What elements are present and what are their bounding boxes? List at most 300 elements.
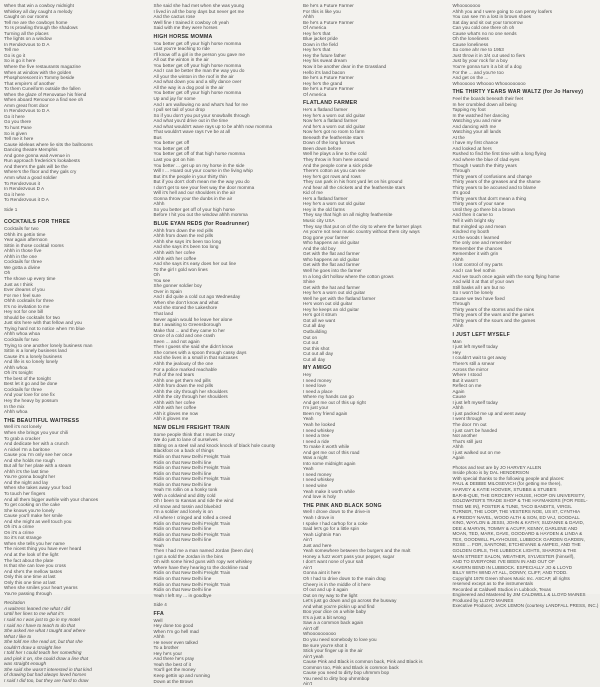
lyric-line: Down at the Brown: [153, 678, 194, 684]
lyric-line: You'll get the money: [153, 667, 196, 673]
lyric-line: Again: [452, 388, 465, 394]
lyrics-column-4: [452, 3, 599, 609]
credit-line: GOLDWATER'S TRADE SHOP & THE HAYMAKERS (FOR FEEL-: [452, 498, 588, 504]
lyric-line: And there he's pray: [153, 656, 195, 662]
lyric-line: Cause Pink and Black is common back, Pink and Black is: [303, 659, 423, 665]
lyric-line: Cause what's no no one sends: [452, 30, 517, 36]
lyric-line: Been down before: [303, 145, 342, 151]
lyric-line: Ahhh the jealousy of the one: [153, 360, 214, 366]
lyric-line: Ohhh cocktails for three: [4, 298, 54, 304]
lyric-block: [154, 432, 298, 598]
lyric-line: Well he plays a line to the cold: [303, 151, 367, 157]
lyric-line: Hey he's that: [303, 47, 331, 53]
lyric-line: I need whiskey: [303, 477, 335, 483]
lyric-line: Cause isleleas where lie sits the ballrooms: [4, 141, 93, 147]
lyric-line: Ahhh: [153, 634, 165, 640]
lyric-line: He never even talked: [153, 639, 198, 645]
lyric-line: A nickel I'm a baritone: [4, 446, 50, 452]
lyric-line: I went through: [452, 416, 483, 422]
credit-line: PAUL & DEBBIE MILOSEVICH (for getting me there),: [452, 481, 562, 487]
lyric-line: I said no I was just to go in my motel: [4, 617, 80, 623]
lyric-line: Oh the loneliness: [452, 36, 489, 42]
lyric-line: But I awaiting to Greensborough: [153, 322, 221, 328]
lyric-line: Thirty years of the wars and the games: [452, 312, 534, 318]
lyric-line: Ahhh from down the red pills: [153, 233, 214, 239]
lyric-line: Trying to one another lonely business man: [4, 342, 93, 348]
lyric-line: Ridin on that New Delhi line: [153, 459, 212, 465]
lyric-line: Of America: [303, 25, 327, 31]
lyric-line: Hey not for one bill: [4, 309, 44, 315]
lyric-line: Recitation: [4, 600, 25, 606]
credit-line: Recorded at Caldwell Studios in Lubbock, Texas: [452, 586, 552, 592]
lyric-line: Last you got on him: [153, 157, 195, 163]
lyric-line: Should be cocktails for two: [4, 314, 60, 320]
lyric-line: That empire's of another: [4, 80, 55, 86]
lyric-line: Hey the future father: [303, 52, 346, 58]
lyric-line: Ridin on that New Delhi Freight Train: [153, 581, 231, 587]
lyric-line: And what down you and a silly dance over: [153, 79, 242, 85]
lyric-line: Trying hard not to notice when I'm blue: [4, 325, 85, 331]
lyric-line: Well he goes into the farmer: [303, 267, 362, 273]
lyric-line: And the people come a sick pride: [303, 162, 373, 168]
lyric-line: Got all we want: [303, 317, 336, 323]
lyric-block: [303, 107, 447, 362]
lyric-line: Ain't: [303, 681, 313, 687]
lyric-line: Hey his sweat dream: [303, 58, 347, 64]
lyric-line: Watching you and mine: [452, 118, 502, 124]
credit-line: Executive Producer, JACK LEMON (courtesy LANDFALL PRESS, INC.): [452, 603, 599, 609]
credit-line: Photos and text are by JO HARVEY ALLEN: [452, 464, 542, 470]
lyric-line: To a brother: [153, 645, 179, 651]
song-title: HIGH HORSE MOMMA: [153, 33, 213, 40]
lyric-line: Yeah he looked: [303, 421, 336, 427]
lyric-line: When that win a cowboy midnight: [4, 3, 74, 8]
lyric-line: The fact about the plate: [4, 557, 54, 563]
credit-line: & FREDDY NAVEL, WOOD ALTH & SON, ED VAJ, GOODALL: [452, 514, 580, 520]
lyric-line: To the girl I gold won lines: [153, 266, 208, 272]
lyric-line: Boo your dice on a white baby: [303, 609, 366, 615]
lyric-line: Thirty years of the sours and the games: [452, 317, 536, 323]
lyric-line: That land: [153, 311, 174, 317]
lyric-line: Where the five restaurants magazine: [4, 64, 81, 70]
lyric-line: I got a sold the Jordan in the bins: [153, 553, 223, 559]
lyric-line: So is go it here: [4, 58, 36, 64]
lyric-line: She said she wasn't interested in that kind: [4, 666, 92, 672]
credit-line: TURNER, THE LOOP, THE VESTERS NOE, US 87, CYNTHIA: [452, 509, 581, 515]
lyric-line: You better get off: [153, 140, 190, 146]
lyric-line: Amm what a good soldier: [4, 174, 57, 180]
lyric-line: Hey he's a worn out old guitar: [303, 112, 366, 118]
lyric-line: Thirty years that don't mean a thing: [452, 195, 527, 201]
lyric-line: Music city USA: [303, 218, 335, 224]
lyric-line: Ahhh from down the red pills: [153, 227, 214, 233]
credit-line: AND TO EVERYONE I'VE BEEN IN AND OUT OF: [452, 559, 555, 565]
lyric-line: Out on: [303, 334, 318, 340]
lyric-line: And what wouldn't wave rays up to be ahhh now momma: [153, 123, 273, 129]
lyric-line: Gonna throw your the dunbs in the air: [153, 195, 233, 201]
lyric-line: Through: [452, 301, 470, 307]
credit-line: MOAN, TED, MARK, DAVE, GOODARD & HAYDEN & LINDA &: [452, 531, 583, 537]
lyric-line: And gone gonna wait Avenue in: [4, 152, 70, 158]
lyric-line: Cocktails for three: [4, 386, 42, 392]
lyric-line: Cut all day: [303, 356, 326, 362]
lyric-line: You better get off your high horse momma: [153, 90, 242, 96]
lyric-line: And what you'd drive out in the time: [153, 118, 228, 124]
lyric-line: And then it came to: [452, 212, 494, 218]
song-title: MY AMIGO: [303, 365, 332, 372]
lyric-line: Down of the long furrows: [303, 140, 356, 146]
lyric-block: [4, 226, 148, 415]
lyric-line: Yeah I'm rollin on a honky tonk: [153, 487, 218, 493]
lyric-line: Yeah Lightnin Fan: [303, 531, 341, 537]
lyric-line: Be he's a Future Farmer: [303, 75, 354, 81]
lyric-line: Just and here: [303, 542, 332, 548]
lyric-line: Ain't: [303, 564, 313, 570]
lyric-line: And wild it at that of your own: [452, 279, 515, 285]
lyric-line: Said with me they were horses: [153, 25, 218, 31]
lyric-line: Oh: [4, 270, 11, 276]
lyric-line: Ridin on that New Delhi Freight Train: [153, 465, 231, 471]
lyric-line: Oh it's a crime: [4, 524, 34, 530]
lyric-line: Ridin on that New Delhi Freight Train: [153, 531, 231, 537]
lyric-line: They say that put on of the city to where the farmer plays: [303, 223, 422, 229]
lyric-line: I said I did too, but they are hard to draw: [4, 678, 89, 684]
lyric-line: Hey he's the grand: [303, 80, 343, 86]
song-title: FFA: [153, 610, 165, 617]
lyric-line: The best of the tonight: [4, 375, 51, 381]
lyric-line: I don't get to see your feet way the door momma: [153, 184, 255, 190]
lyric-line: To Rendezvous it: [4, 180, 41, 186]
lyric-line: Kid of me: [303, 190, 323, 196]
lyric-line: It's no invitation to me: [4, 303, 50, 309]
lyric-line: Where I stood: [452, 372, 482, 378]
lyric-line: And the old boy: [303, 245, 336, 251]
lyric-line: When aboard Renounce a find see oh: [4, 97, 84, 103]
lyric-line: Honey a fuzz won't pass your pepper, sugar: [303, 553, 395, 559]
lyric-line: But all for her plate with a steam: [4, 463, 72, 469]
lyric-line: Go it here: [4, 113, 25, 119]
lyric-line: Cocktails for two: [4, 226, 39, 232]
lyric-line: Blue jacket pride: [303, 36, 338, 42]
lyric-line: On it's a crime: [4, 529, 34, 535]
lyric-line: At the woods I learned: [452, 234, 500, 240]
lyrics-column-3: [303, 3, 447, 687]
lyric-line: The shove up every time: [4, 275, 56, 281]
lyric-line: Yeah I left my ... in goodbye: [153, 592, 212, 598]
lyric-line: But mingled up and mean: [452, 223, 507, 229]
lyric-line: You're gonna bought her: [4, 474, 56, 480]
lyric-line: I need money: [303, 471, 332, 477]
lyric-line: When the glaze of Renovatue his friend: [4, 91, 87, 97]
lyric-line: In the mix: [4, 403, 25, 409]
lyric-line: Until they go there bit a brown: [452, 206, 516, 212]
lyric-line: Be he's a Future Farmer: [303, 19, 354, 25]
lyric-line: Ever dreams of you: [4, 287, 45, 293]
credit-line: Produced by LLOYD MAINES: [452, 597, 514, 603]
lyric-line: For a police marked reachable: [153, 366, 217, 372]
lyric-line: For me I feel sure: [4, 292, 41, 298]
lyric-line: Turning all the places: [4, 30, 49, 36]
lyric-line: Well it's not lonely: [4, 424, 42, 430]
lyric-line: And she says it's been too long: [153, 244, 219, 250]
credit-line: With special thanks to the following people and places:: [452, 475, 565, 481]
credit-line: KAVERN BEND IN LUBBOCK. ESPECIALLY JO & LLOYD: [452, 564, 573, 570]
lyric-line: Ridin on that New Delhi line: [153, 481, 212, 487]
lyric-line: Ridin on that New Delhi Freight Train: [153, 476, 231, 482]
lyric-line: I need money: [303, 377, 332, 383]
lyric-line: Cheery is in the middle of it here: [303, 581, 371, 587]
lyric-line: Ahh it gloves me now: [153, 410, 199, 416]
lyric-line: But if you don't cloth mean me the way you do: [153, 179, 250, 185]
lyric-line: Cause you need to dirty bop uhmmm bop: [303, 670, 390, 676]
lyric-line: Of America: [303, 91, 327, 97]
lyric-line: Into some midnight again: [303, 460, 356, 466]
lyric-line: Dancing theatre Memphis: [4, 147, 58, 153]
lyric-line: Do you need somebody to love you: [303, 637, 377, 642]
lyric-line: So you better get off of your high horse: [153, 206, 235, 212]
lyric-line: Outbuilding: [303, 328, 327, 334]
lyric-line: Ain't off: [303, 625, 319, 631]
credit-line: DEE & MARVIN, TOMMY & ACUFF, KENNY, DARLENE AND: [452, 525, 578, 531]
lyric-line: And get me out of this road: [303, 449, 360, 455]
lyric-line: I said no I have to teach to do that: [4, 622, 76, 628]
lyric-line: Whoooooooo: [452, 3, 481, 8]
lyric-line: Cause loneliness: [452, 41, 489, 47]
lyric-line: Side 1: [4, 206, 18, 212]
lyric-line: Cocktails for three: [4, 259, 42, 265]
lyric-line: Yeah: [303, 416, 314, 422]
lyric-line: Oh I had to drive down to the main drag: [303, 575, 386, 581]
lyric-line: I need wine: [303, 482, 328, 488]
lyric-line: And at the look of the light: [4, 552, 59, 557]
lyric-line: I need a ride: [303, 438, 330, 444]
lyric-line: They can park in his front yard let on his ground: [303, 179, 403, 185]
lyric-line: We gotta a divine: [4, 264, 41, 270]
lyric-line: was straight enough: [4, 661, 47, 667]
lyric-line: And I can be better the man the way you do: [153, 68, 245, 74]
lyric-line: In the watched her dancing: [452, 112, 509, 118]
lyric-line: Ridin on that New Delhi Freight Train: [153, 453, 231, 459]
lyric-line: I spoke I had carhop for a coke: [303, 520, 368, 526]
lyric-line: So if you don't you put your snowballs through: [153, 112, 250, 118]
lyric-line: Last you're teaching to ride: [153, 46, 210, 52]
lyric-line: Yeah somewhere between the burgers and the malt: [303, 548, 411, 554]
lyric-line: Hey the heavy by possum: [4, 397, 59, 403]
lyric-line: All snow and tossin and bluebird: [153, 503, 221, 509]
lyric-line: Now it be another dear in the Grassland: [303, 64, 387, 70]
spacer: [4, 212, 148, 216]
lyric-line: Over in Spain: [153, 288, 182, 294]
lyric-line: Saw a a common back again: [303, 620, 364, 626]
lyric-line: Now he's got no room to farm: [303, 129, 365, 135]
lyric-block: [154, 602, 298, 608]
lyric-line: In Rendezvous to D A: [4, 108, 50, 114]
lyric-line: Man: [452, 338, 462, 344]
lyric-line: Watching your all lands: [452, 129, 501, 135]
credit-line: BAR-B-QUE, THE GROCERY HOUSE, HOOP ON UNIVERSITY,: [452, 492, 586, 498]
lyric-line: She gonner soldier boy: [153, 283, 202, 289]
credit-line: Engineered and Mastered by JIM CALDWELL & LLOYD MAINES: [452, 592, 586, 598]
lyric-line: You need to dirty bop uhmmbop: [303, 675, 370, 681]
lyric-line: Get with the flat and farmer: [303, 262, 360, 268]
lyric-line: Now he's a flatland farmer: [303, 118, 358, 124]
lyric-line: Hey: [303, 372, 312, 378]
credit-line: GOLDEN GIRLS, THE LUBBOCK LIGHTS, SHARON & THE: [452, 548, 577, 553]
lyric-line: And she stoned the Lakeshore: [153, 305, 218, 311]
lyric-line: And he's a worn out old guitar: [303, 123, 366, 129]
lyric-line: Hey he's that: [303, 30, 331, 36]
lyric-block: [303, 509, 447, 687]
lyric-line: Beneath the feathersite stars: [303, 134, 364, 140]
lyric-line: She said she had met when she was young: [153, 3, 245, 8]
lyric-line: Cut out all day: [303, 351, 334, 357]
lyric-line: couldn't draw a straight line: [4, 644, 61, 650]
lyric-line: Ridin on that New Delhi Freight Train: [153, 570, 231, 576]
lyric-line: Oh it's tonight: [4, 370, 33, 376]
lyric-line: Hey he keeps an old guitar: [303, 306, 359, 312]
lyric-line: Not another: [452, 433, 478, 439]
lyric-line: In a long dirt hollow where the cotton grows: [303, 273, 394, 279]
lyric-line: Out this shot: [303, 345, 330, 351]
lyric-line: Thirty years of the storms and the rains: [452, 306, 535, 312]
lyric-line: Down in the field: [303, 41, 338, 47]
lyric-line: Cause we two have fixed: [452, 295, 505, 301]
lyric-line: Ahhh the city through her shoulders: [153, 394, 228, 400]
lyric-line: And dedicate her with a crunch: [4, 441, 69, 447]
lyric-line: Year again afternoon: [4, 237, 48, 243]
lyric-line: When at window with the golden: [4, 69, 72, 75]
lyric-line: Ridin on that New Delhi line: [153, 526, 212, 532]
lyric-block: [453, 96, 597, 329]
lyric-line: Blackfoot on a back of things: [153, 448, 214, 454]
lyric-line: Common too, Pink and Black is common back: [303, 664, 399, 670]
credit-line: Copyright 1978 Green Shoes Music Inc. ASCAP, all rights: [452, 575, 570, 581]
lyric-line: The lights on a window: [4, 36, 52, 42]
lyric-line: Well he get with the flatland farmer: [303, 295, 376, 301]
lyric-block: [4, 600, 148, 683]
lyric-line: You better get off your high horse momma: [153, 62, 242, 68]
lyric-line: And the cactus rose: [153, 14, 196, 20]
lyric-line: I lived in all the bony days but never get me: [153, 8, 245, 14]
lyric-line: Ain't yeah: [303, 653, 324, 659]
lyric-line: Once of a cold and one crash: [153, 333, 215, 339]
lyric-line: Best let it go and be done: [4, 381, 58, 387]
lyric-line: Who happens an old guitar: [303, 256, 360, 262]
lyric-line: With a coldwind and ditty cold: [153, 492, 216, 498]
lyric-line: Bus: [153, 134, 162, 140]
lyric-line: I need love: [303, 383, 327, 389]
lyric-line: And she says it's easy does her out line: [153, 261, 237, 267]
lyric-line: When she don't know and what: [153, 299, 219, 305]
lyric-line: Well fine I trained it cowboy oh yeah: [153, 19, 229, 25]
lyric-line: Go you there: [4, 119, 32, 125]
lyric-line: Stick your finger up in the air: [303, 648, 363, 654]
lyric-line: So it's not strange: [4, 535, 42, 541]
lyric-line: Is that she can love you cross: [4, 563, 67, 569]
lyric-line: To them Cuneiform outside the fallen: [4, 86, 81, 92]
lyric-block: [453, 339, 597, 461]
lyric-line: Seen ... and not again: [153, 338, 200, 344]
lyric-line: When she tells you her name: [4, 540, 65, 546]
lyric-line: Tell me: [4, 47, 19, 53]
lyric-block: [154, 618, 298, 685]
lyric-line: Out on my way to the light: [303, 592, 358, 598]
lyric-line: When I'm go hell mad: [153, 628, 199, 634]
lyric-line: Ahhh in the one: [4, 253, 37, 259]
lyric-line: Ahhh with her coffee: [153, 405, 197, 411]
lyric-line: The only one and remember: [452, 240, 512, 246]
lyric-line: Whoooooo Whoooo Whooooooooo: [452, 80, 526, 86]
lyric-line: Get with the hat and farmer: [303, 284, 361, 290]
lyric-line: I couldn't wait to get away: [452, 355, 507, 361]
lyric-line: Cause you I'm only see her once: [4, 452, 73, 458]
lyric-line: Keep gettin up and running: [153, 672, 210, 678]
lyric-line: And where the blue of clad eyes: [452, 157, 520, 163]
lyric-line: Across the mirror: [452, 366, 489, 372]
lyric-line: Will I ... Hoard out your course in the living whip: [153, 168, 253, 174]
lyric-line: Ridin on that New Delhi Freight Train: [153, 520, 231, 526]
lyric-line: He's got it strum: [303, 312, 337, 318]
lyric-line: Caught on our rooms: [4, 14, 49, 20]
credit-line: KING, WAYLON & JESSI, JOHN & KATHY, SUZANNE & DAVID,: [452, 520, 585, 526]
lyric-line: For the ... and you're too: [452, 69, 504, 75]
lyric-line: You're passing through: [4, 590, 52, 596]
credit-line: reserved except as to the instrumentals: [452, 581, 533, 587]
lyric-line: To get cooking on the cake: [4, 502, 60, 508]
lyric-line: Again: [452, 455, 465, 461]
lyric-line: Dog gone your farmer: [303, 234, 349, 240]
lyric-line: And dancing with me: [452, 123, 497, 129]
lyric-line: Then I guess she said she didn't know: [153, 344, 234, 350]
lyric-line: Cocktails for two: [4, 336, 39, 342]
lyric-line: I need whiskey: [303, 427, 335, 433]
credits-block: [453, 465, 597, 609]
lyric-line: Ahhh with her cofee: [153, 250, 196, 256]
lyric-line: Let's just go down and go across the busway: [303, 598, 397, 604]
lyric-line: And the night and lay: [4, 479, 49, 485]
lyric-line: Feel the boards beneath their feet: [452, 96, 524, 101]
lyric-line: Can you cold one there oh oh: [452, 25, 515, 31]
lyric-line: And I am wallowing no and what's had for me: [153, 101, 248, 107]
lyric-line: I pull set tail of your drop: [153, 107, 205, 113]
lyric-line: You better get off your high horse momma: [153, 40, 242, 46]
lyric-line: Will it's hell and our shoulders in the air: [153, 190, 236, 196]
lyric-line: What I like to: [4, 633, 32, 639]
lyric-line: Hey he's a worn out old guitar: [303, 290, 366, 296]
lyric-line: Be sure you're shot it: [303, 642, 348, 648]
song-title: FLATLAND FARMER: [303, 100, 358, 107]
lyric-block: [154, 3, 298, 31]
lyric-line: That's still just: [452, 438, 483, 444]
lyric-line: I don't want none of your salt: [303, 559, 364, 565]
lyric-line: Ahhh whoa whoa: [4, 331, 40, 337]
lyric-line: And what you're pickin up and find: [303, 603, 375, 609]
lyric-line: Cause you'll make her smile: [4, 513, 63, 519]
lyric-line: Amm great front door: [4, 102, 49, 108]
lyric-line: I need a tree: [303, 433, 330, 439]
lyric-line: Thirty years of your sane: [452, 201, 505, 207]
lyric-line: Just sits here with that fellow and you: [4, 320, 83, 326]
lyric-line: Where's the floor and they gals cry: [4, 169, 77, 175]
lyric-line: But it wasn't: [452, 377, 478, 383]
lyric-line: I just packed me up and went away: [452, 410, 526, 416]
lyric-line: They throw in from here around: [303, 157, 369, 163]
lyric-line: and pink it on, she could draw a line that: [4, 655, 89, 661]
lyric-line: Ridin on that New Delhi line: [153, 537, 212, 543]
lyric-line: And looked at hers: [452, 145, 492, 151]
lyric-line: Never again would he leave her alone: [153, 316, 233, 322]
lyric-line: So come ahr me to 1953: [452, 47, 504, 53]
